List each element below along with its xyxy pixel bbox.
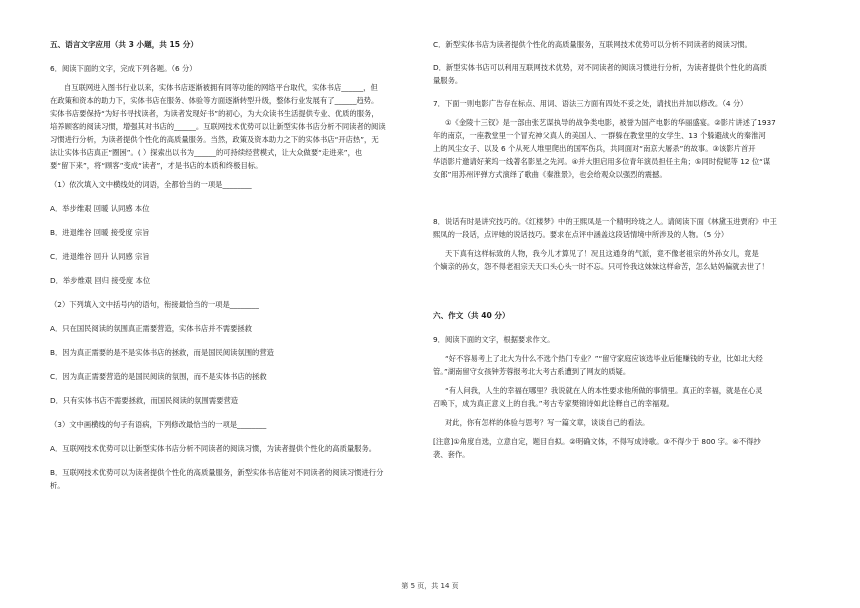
section-6-title: 六、作文（共 40 分） xyxy=(433,311,510,320)
passage-line: 上的风尘女子、以及 6 个从死人堆里爬出的国军伤兵，共同面对“南京大屠杀”的故事。③该影片首开 xyxy=(433,144,756,153)
passage-line: 实体书店要保持“为好书寻找读者，为读者发现好书”的初心，为大众读书生活提供专业、优质的服务， xyxy=(50,109,379,118)
option-2d: D．只有实体书店不需要拯救，而国民阅读的氛围需要营造 xyxy=(50,396,239,405)
option-3d: D．新型实体书店可以利用互联网技术优势，对不同读者的阅读习惯进行分析，为读者提供个性化的高质 xyxy=(433,63,767,72)
passage-line: 年的南京，一座教堂里一个冒充神父真人的美国人、一群躲在教堂里的女学生、13 个躲避战火的秦淮河 xyxy=(433,131,766,140)
q6-passage xyxy=(50,81,400,172)
section-5-title: 五、语言文字应用（共 3 小题，共 15 分） xyxy=(50,40,198,49)
passage-line: ①《金陵十三钗》是一部由张艺谋执导的战争类电影，被誉为国产电影的华丽盛宴。②影片讲述了1937 xyxy=(445,118,776,127)
passage-line: 要“留下来”，将“顾客”变成“读者”，才是书店的本质和终极目标。 xyxy=(50,161,263,170)
option-1c: C．进退维谷 回升 认同感 宗旨 xyxy=(50,252,150,261)
option-3b-cont: 析。 xyxy=(50,481,65,490)
q8-stem: 8．说话有时是讲究技巧的。《红楼梦》中的王熙凤是一个精明玲珑之人。请阅读下面《林黛玉进贾府》中王 xyxy=(433,217,777,226)
option-2a: A．只在国民阅读的氛围真正需要营造，实体书店并不需要拯救 xyxy=(50,324,253,333)
passage-line: 在政策和资本的助力下，实体书店在服务、体验等方面逐渐转型升级，整体行业发展有了______趋势。 xyxy=(50,96,379,105)
q9-paragraph: “好不容易考上了北大为什么不选个热门专业？”“留守家庭应该选毕业后能赚钱的专业，比如北大经 xyxy=(445,354,763,363)
q9-paragraph: 管。”湖南留守女孩钟芳蓉报考北大考古系遭到了网友的质疑。 xyxy=(433,367,631,376)
option-2c: C．因为真正需要营造的是国民阅读的氛围，而不是实体书店的拯救 xyxy=(50,372,267,381)
q8-stem-cont: 熙凤的一段话，点评她的说话技巧。要求在点评中涵盖这段话情境中所涉及的人物。（5 分） xyxy=(433,230,729,239)
passage-line: 华语影片邀请好莱坞一线著名影星之先河。④并大胆启用多位青年演员担任主角；⑤同时倪妮等 12 位“谋 xyxy=(433,157,771,166)
option-3a: A．互联网技术优势可以让新型实体书店分析不同读者的阅读习惯，为读者提供个性化的高质量服务。 xyxy=(50,444,377,453)
option-3c: C．新型实体书店为读者提供个性化的高质量服务，互联网技术优势可以分析不同读者的阅读习惯。 xyxy=(433,40,752,49)
sub-question-2: （2）下列填入文中括号内的语句，衔接最恰当的一项是________ xyxy=(50,300,259,309)
right-column xyxy=(433,38,805,461)
option-3b: B．互联网技术优势可以为读者提供个性化的高质量服务，新型实体书店能对不同读者的阅读习惯进行分 xyxy=(50,468,384,477)
q9-note: [注意]①角度自选，立意自定，题目自拟。②明确文体，不得写成诗歌。③不得少于 800 字。④不得抄 xyxy=(433,437,761,446)
passage-line: 培养顾客的阅读习惯，增强其对书店的______。互联网技术优势可以让新型实体书店分析不同读者的阅读 xyxy=(50,122,386,131)
page-footer: 第 5 页，共 14 页 xyxy=(401,582,459,590)
option-3d-cont: 量服务。 xyxy=(433,76,463,85)
q7-passage xyxy=(433,116,805,181)
option-1a: A．举步维艰 回暖 认同感 本位 xyxy=(50,204,150,213)
q9-paragraph: 召唤下，成为真正意义上的自我。”考古专家樊锦诗如此诠释自己的幸福观。 xyxy=(433,399,674,408)
q7-stem: 7．下面一则电影广告存在标点、用词、语法三方面有四处不妥之处，请找出并加以修改。（4 分） xyxy=(433,99,748,108)
left-column xyxy=(50,38,400,492)
q8-quote-cont: 个嫡亲的孙女，怨不得老祖宗天天口头心头一时不忘。只可怜我这妹妹这样命苦，怎么姑妈偏就去世了！ xyxy=(433,262,769,271)
q9-stem: 9．阅读下面的文字，根据要求作文。 xyxy=(433,335,555,344)
q9-paragraph: “有人问我，人生的幸福在哪里？我说就在人的本性要求他所做的事情里。真正的幸福，就是在心灵 xyxy=(445,386,763,395)
q9-note-cont: 袭、套作。 xyxy=(433,450,470,459)
option-1d: D．举步维艰 回归 接受度 本位 xyxy=(50,276,151,285)
passage-line: 法让实体书店真正“圈困”。( ）探索出以书为______的可持续经营模式，让大众做要“走进来”，也 xyxy=(50,148,363,157)
passage-line: 习惯进行分析，为读者提供个性化的高质量服务。当然，政策及资本助力之下的实体书店“开店热”，无 xyxy=(50,135,379,144)
sub-question-3: （3）文中画横线的句子有语病，下列修改最恰当的一项是________ xyxy=(50,420,267,429)
option-1b: B．进退维谷 回暖 接受度 宗旨 xyxy=(50,228,150,237)
passage-line: 女郎”用苏州评弹方式演绎了歌曲《秦淮景》，也会给观众以强烈的震撼。 xyxy=(433,170,667,179)
sub-question-1: （1）依次填入文中横线处的词语，全都恰当的一项是________ xyxy=(50,180,252,189)
q8-quote: 天下真有这样标致的人物，我今儿才算见了！况且这通身的气派，竟不像老祖宗的外孙女儿，竟是 xyxy=(445,249,759,258)
option-2b: B．因为真正需要的是不是实体书店的拯救，而是国民阅读氛围的营造 xyxy=(50,348,274,357)
q9-paragraph: 对此，你有怎样的体验与思考？写一篇文章，谈谈自己的看法。 xyxy=(445,418,650,427)
passage-line: 自互联网进入图书行业以来，实体书店逐渐被拥有同等功能的网络平台取代，实体书店______，但 xyxy=(64,83,378,92)
q6-stem: 6．阅读下面的文字，完成下列各题。（6 分） xyxy=(50,64,197,73)
